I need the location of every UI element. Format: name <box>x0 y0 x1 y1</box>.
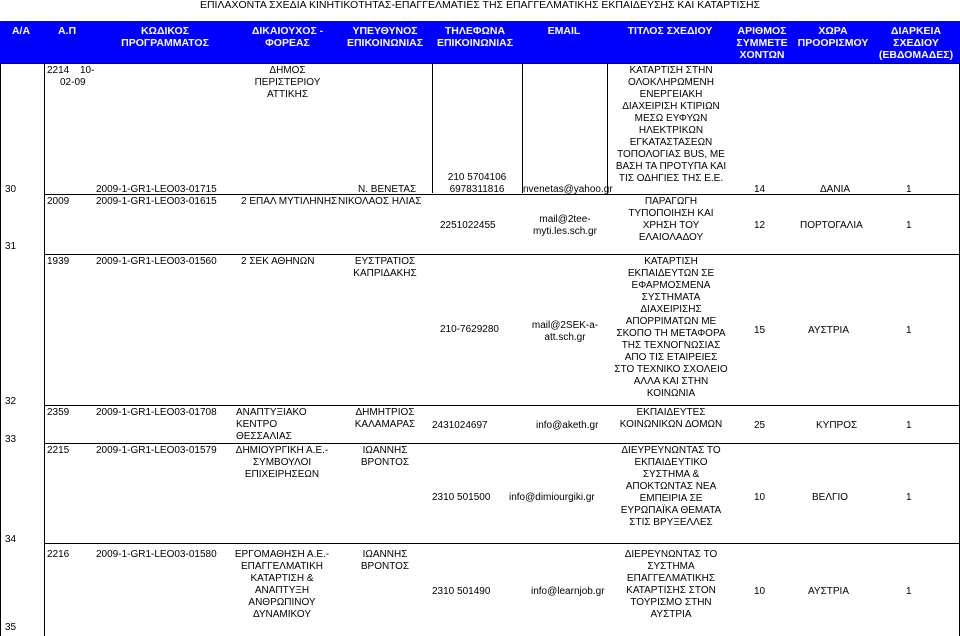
email: nvenetas@yahoo.gr <box>523 184 613 195</box>
protocol-number: 10- <box>80 65 95 76</box>
protocol-number: 2216 <box>47 549 70 560</box>
country: ΚΥΠΡΟΣ <box>816 420 858 431</box>
header-contact-person: ΥΠΕΥΘΥΝΟΣ ΕΠΙΚΟΙΝΩΝΙΑΣ <box>346 25 424 49</box>
program-code: 2009-1-GR1-LEO03-01579 <box>96 445 217 456</box>
phone: 2251022455 <box>440 220 496 231</box>
plan-title: ΔΙΕΥΡΕΥΝΩΝΤΑΣ ΤΟ ΕΚΠΑΙΔΕΥΤΙΚΟ ΣΥΣΤΗΜΑ & ΑΠΟΚΤΩΝΤΑΣ ΝΕΑ ΕΜΠΕΙΡΙΑ ΣΕ ΕΥΡΩΠΑΪΚΑ ΘΕΜΑΤΑ ΣΤΙΣ ΒΡΥΞΕΛΛΕΣ <box>620 445 722 528</box>
beneficiary: ΑΝΑΠΤΥΞΙΑΚΟ ΚΕΝΤΡΟ ΘΕΣΣΑΛΙΑΣ <box>236 407 307 442</box>
row-number: 30 <box>5 184 17 195</box>
participants: 10 <box>754 586 766 597</box>
protocol-number: 2359 <box>47 407 70 418</box>
row-divider <box>0 63 960 64</box>
beneficiary: ΕΡΓΟΜΑΘΗΣΗ Α.Ε.- ΕΠΑΓΓΕΛΜΑΤΙΚΗ ΚΑΤΑΡΤΙΣΗ & ΑΝΑΠΤΥΞΗ ΑΝΘΡΩΠΙΝΟΥ ΔΥΝΑΜΙΚΟΥ <box>234 549 330 620</box>
email: info@dimiourgiki.gr <box>509 492 595 503</box>
program-code: 2009-1-GR1-LEO03-01580 <box>96 549 217 560</box>
country: ΔΑΝΙΑ <box>820 184 851 195</box>
plan-title: ΔΙΕΡΕΥΝΩΝΤΑΣ ΤΟ ΣΥΣΤΗΜΑ ΕΠΑΓΓΕΛΜΑΤΙΚΗΣ ΚΑΤΑΡΤΙΣΗΣ ΣΤΟΝ ΤΟΥΡΙΣΜΟ ΣΤΗΝ ΑΥΣΤΡΙΑ <box>624 549 718 620</box>
contact-person: ΔΗΜΗΤΡΙΟΣ ΚΑΛΑΜΑΡΑΣ <box>354 407 416 430</box>
header-code: ΚΩΔΙΚΟΣ ΠΡΟΓΡΑΜΜΑΤΟΣ <box>121 25 209 49</box>
protocol-number: 2214 <box>47 65 70 76</box>
phone: 2310 501500 <box>432 492 491 503</box>
contact-person: Ν. ΒΕΝΕΤΑΣ <box>358 184 417 195</box>
header-ap: Α.Π <box>57 25 77 37</box>
row-divider <box>44 405 960 406</box>
protocol-number: 2215 <box>47 445 70 456</box>
column-divider <box>607 63 608 193</box>
email: mail@2tee- myti.les.sch.gr <box>533 214 597 237</box>
email: info@learnjob.gr <box>531 586 605 597</box>
participants: 12 <box>754 220 766 231</box>
phone: 2431024697 <box>432 420 488 431</box>
header-beneficiary: ΔΙΚΑΙΟΥΧΟΣ - ΦΟΡΕΑΣ <box>251 25 324 49</box>
program-code: 2009-1-GR1-LEO03-01708 <box>96 407 217 418</box>
duration: 1 <box>906 325 912 336</box>
phone: 2310 501490 <box>432 586 491 597</box>
participants: 14 <box>754 184 766 195</box>
duration: 1 <box>906 184 912 195</box>
row-divider <box>44 543 960 544</box>
beneficiary: ΔΗΜΟΣ ΠΕΡΙΣΤΕΡΙΟΥ ΑΤΤΙΚΗΣ <box>254 65 321 100</box>
program-code: 2009-1-GR1-LEO03-01715 <box>96 184 217 195</box>
phone: 210 5704106 6978311816 <box>447 172 507 195</box>
header-plan-title: ΤΙΤΛΟΣ ΣΧΕΔΙΟΥ <box>627 25 713 37</box>
header-country: ΧΩΡΑ ΠΡΟΟΡΙΣΜΟΥ <box>797 25 869 49</box>
protocol-number: 02-09 <box>60 77 86 88</box>
header-duration: ΔΙΑΡΚΕΙΑ ΣΧΕΔΙΟΥ (ΕΒΔΟΜΑΔΕΣ) <box>878 25 954 61</box>
country: ΑΥΣΤΡΙΑ <box>808 325 850 336</box>
duration: 1 <box>906 220 912 231</box>
plan-title: ΕΚΠΑΙΔΕΥΤΕΣ ΚΟΙΝΩΝΙΚΩΝ ΔΟΜΩΝ <box>619 407 723 430</box>
contact-person: ΙΩΑΝΝΗΣ ΒΡΟΝΤΟΣ <box>360 445 410 468</box>
contact-person: ΙΩΑΝΝΗΣ ΒΡΟΝΤΟΣ <box>360 549 410 572</box>
header-phones: ΤΗΛΕΦΩΝΑ ΕΠΙΚΟΙΝΩΝΙΑΣ <box>436 25 514 49</box>
beneficiary: 2 ΕΠΑΛ ΜΥΤΙΛΗΝΗΣ <box>241 196 338 207</box>
contact-person: ΕΥΣΤΡΑΤΙΟΣ ΚΑΠΡΙΔΑΚΗΣ <box>353 256 417 279</box>
column-divider <box>44 63 45 636</box>
row-number: 34 <box>5 534 17 545</box>
column-divider <box>432 63 433 193</box>
participants: 10 <box>754 492 766 503</box>
beneficiary: ΔΗΜΙΟΥΡΓΙΚΗ Α.Ε.- ΣΥΜΒΟΥΛΟΙ ΕΠΙΧΕΙΡΗΣΕΩΝ <box>235 445 329 480</box>
protocol-number: 1939 <box>47 256 70 267</box>
table-header <box>0 21 960 63</box>
duration: 1 <box>906 586 912 597</box>
program-code: 2009-1-GR1-LEO03-01560 <box>96 256 217 267</box>
protocol-number: 2009 <box>47 196 70 207</box>
plan-title: ΚΑΤΑΡΤΙΣΗ ΣΤΗΝ ΟΛΟΚΛΗΡΩΜΕΝΗ ΕΝΕΡΓΕΙΑΚΗ ΔΙΑΧΕΙΡΙΣΗ ΚΤΙΡΙΩΝ ΜΕΣΩ ΕΥΦΥΩΝ ΗΛΕΚΤΡΙΚΩΝ ΕΓΚΑΤΑΣΤΑΣΕΩΝ ΤΟΠΟΛΟΓΙΑΣ BUS, ΜΕ ΒΑΣΗ ΤΑ ΠΡΟΤΥΠΑ ΚΑΙ ΤΙΣ ΟΔΗΓΙΕΣ ΤΗΣ Ε.Ε. <box>615 65 727 184</box>
country: ΑΥΣΤΡΙΑ <box>808 586 850 597</box>
country: ΒΕΛΓΙΟ <box>812 492 849 503</box>
header-aa: Α/Α <box>11 25 31 37</box>
duration: 1 <box>906 420 912 431</box>
row-divider <box>44 254 960 255</box>
email: mail@2SEK-a- att.sch.gr <box>531 320 599 343</box>
plan-title: ΚΑΤΑΡΤΙΣΗ ΕΚΠΑΙΔΕΥΤΩΝ ΣΕ ΕΦΑΡΜΟΣΜΕΝΑ ΣΥΣΤΗΜΑΤΑ ΔΙΑΧΕΙΡΙΣΗΣ ΑΠΟΡΡΙΜΑΤΩΝ ΜΕ ΣΚΟΠΟ ΤΗ ΜΕΤΑΦΟΡΑ ΤΗΣ ΤΕΧΝΟΓΝΩΣΙΑΣ ΑΠΟ ΤΙΣ ΕΤΑΙΡΕΙΕΣ ΣΤΟ ΤΕΧΝΙΚΟ ΣΧΟΛΕΙΟ ΑΛΛΑ ΚΑΙ ΣΤΗΝ ΚΟΙΝΩΝΙΑ <box>614 256 728 399</box>
row-number: 33 <box>5 434 17 445</box>
country: ΠΟΡΤΟΓΑΛΙΑ <box>800 220 863 231</box>
beneficiary: 2 ΣΕΚ ΑΘΗΝΩΝ <box>241 256 315 267</box>
contact-person: ΝΙΚΟΛΑΟΣ ΗΛΙΑΣ <box>338 196 422 207</box>
header-email: EMAIL <box>547 25 581 37</box>
row-number: 35 <box>5 622 17 633</box>
participants: 15 <box>754 325 766 336</box>
column-divider <box>522 63 523 193</box>
row-number: 31 <box>5 241 17 252</box>
row-number: 32 <box>5 396 17 407</box>
row-divider <box>44 443 960 444</box>
header-participants: ΑΡΙΘΜΟΣ ΣΥΜΜΕΤΕ ΧΟΝΤΩΝ <box>736 25 788 61</box>
document-title: ΕΠΙΛΑΧΟΝΤΑ ΣΧΕΔΙΑ ΚΙΝΗΤΙΚΟΤΗΤΑΣ-ΕΠΑΓΓΕΛΜΑΤΙΕΣ ΤΗΣ ΕΠΑΓΓΕΛΜΑΤΙΚΗΣ ΕΚΠΑΙΔΕΥΣΗΣ ΚΑΙ ΚΑΤΑΡΤΙΣΗΣ <box>199 0 761 11</box>
program-code: 2009-1-GR1-LEO03-01615 <box>96 196 217 207</box>
phone: 210-7629280 <box>440 324 499 335</box>
participants: 25 <box>754 420 766 431</box>
duration: 1 <box>906 492 912 503</box>
email: info@aketh.gr <box>536 420 599 431</box>
plan-title: ΠΑΡΑΓΩΓΗ ΤΥΠΟΠΟΙΗΣΗ ΚΑΙ ΧΡΗΣΗ ΤΟΥ ΕΛΑΙΟΛΑΔΟΥ <box>628 196 714 243</box>
